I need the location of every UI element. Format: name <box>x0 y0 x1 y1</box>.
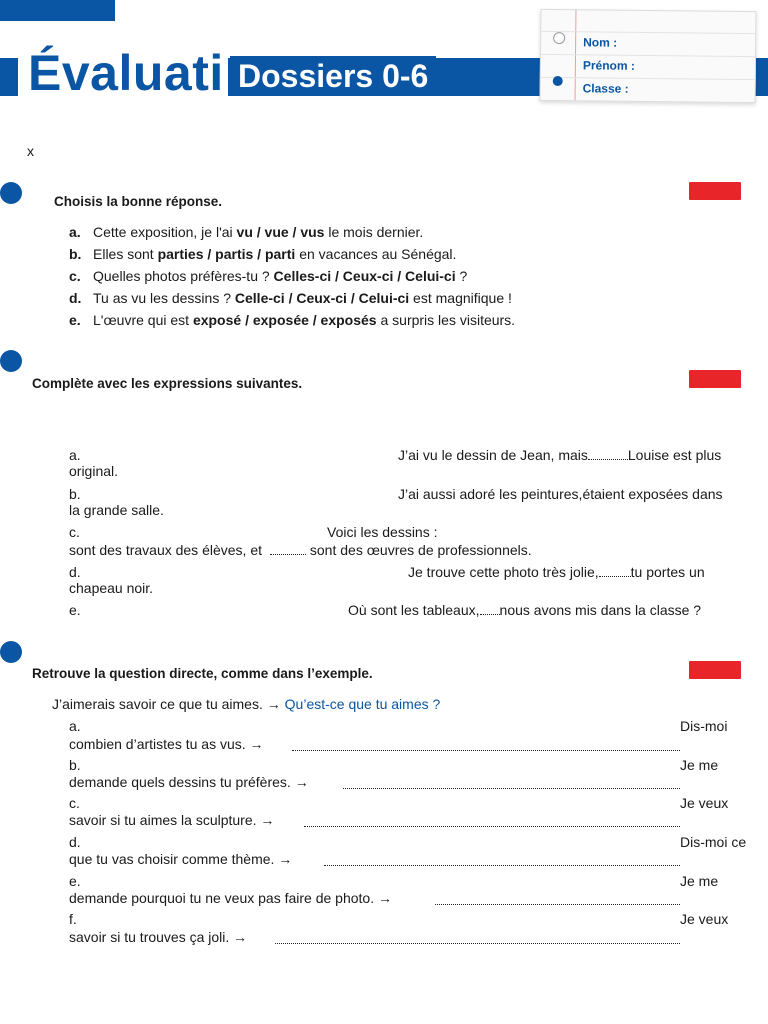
item-text: est magnifique ! <box>409 290 512 306</box>
exercise2-item-letter: d. <box>69 564 81 580</box>
item-text: tu portes un <box>630 564 705 580</box>
exercise3-example <box>52 696 440 712</box>
stray-mark: x <box>27 143 34 159</box>
fill-blank[interactable] <box>480 614 500 615</box>
exercise-bullet-icon <box>0 182 22 204</box>
exercise-bullet-icon <box>0 641 22 663</box>
exercise3-item-text: Dis-moi ce <box>680 834 747 850</box>
item-choices: vu / vue / vus <box>236 224 325 240</box>
item-text: nous avons mis dans la classe ? <box>499 602 702 618</box>
exercise3-item-text: que tu vas choisir comme thème. → <box>69 851 293 867</box>
fill-blank[interactable] <box>588 459 628 460</box>
top-accent-bar <box>0 0 115 21</box>
item-letter: e. <box>69 312 81 328</box>
name-label: Nom : <box>583 35 618 50</box>
exercise3-item-text: Je veux <box>680 911 729 927</box>
item-letter: a. <box>69 224 81 240</box>
exercise-bullet-icon <box>0 350 22 372</box>
answer-input[interactable] <box>343 774 680 789</box>
exercise3-item-text: Je me <box>680 873 719 889</box>
item-text: Je trouve cette photo très jolie, <box>408 564 599 580</box>
fill-blank[interactable] <box>599 576 631 577</box>
answer-input[interactable] <box>324 851 680 866</box>
hole-icon <box>553 32 565 44</box>
student-info-card <box>540 9 757 103</box>
exercise2-item-text <box>398 486 723 503</box>
score-box <box>689 182 741 200</box>
exercise2-item-text <box>348 602 701 619</box>
first-name-label: Prénom : <box>582 58 635 73</box>
exercise2-item-text: chapeau noir. <box>69 580 154 596</box>
exercise2-instruction: Complète avec les expressions suivantes. <box>32 376 303 391</box>
exercise2-item-letter: a. <box>69 447 81 463</box>
exercise3-item-text: Je me <box>680 757 719 773</box>
example-question: J’aimerais savoir ce que tu aimes. → <box>52 696 281 712</box>
item-letter: b. <box>69 246 82 262</box>
item-text: Louise est plus <box>627 447 722 463</box>
exercise3-instruction: Retrouve la question directe, comme dans l’exemple. <box>32 666 373 681</box>
exercise3-item-text: Dis-moi <box>680 718 728 734</box>
item-text: L'œuvre qui est <box>93 312 193 328</box>
item-letter: c. <box>69 268 81 284</box>
exercise3-item-letter: c. <box>69 795 80 811</box>
item-choices: Celle-ci / Ceux-ci / Celui-ci <box>234 290 410 306</box>
exercise1-instruction: Choisis la bonne réponse. <box>54 194 223 209</box>
card-rule <box>541 54 755 57</box>
item-text: ? <box>455 268 468 284</box>
exercise1-item <box>69 268 467 284</box>
item-text: J’ai aussi adoré les peintures, <box>398 486 583 502</box>
score-box <box>689 661 741 679</box>
class-label: Classe : <box>582 81 629 96</box>
item-text: Cette exposition, je l'ai <box>93 224 237 240</box>
exercise2-item-text <box>408 564 705 581</box>
item-text: le mois dernier. <box>324 224 424 240</box>
item-choices: parties / partis / parti <box>157 246 296 262</box>
exercise2-item-text: Voici les dessins : <box>327 524 438 540</box>
example-answer: Qu’est-ce que tu aimes ? <box>284 696 441 712</box>
exercise3-item-letter: d. <box>69 834 81 850</box>
exercise1-item <box>69 246 456 262</box>
exercise2-item-letter: e. <box>69 602 81 618</box>
exercise1-item <box>69 290 512 306</box>
card-rule <box>541 77 755 80</box>
exercise2-item-text <box>398 447 721 464</box>
answer-input[interactable] <box>435 890 680 905</box>
card-rule <box>541 31 755 34</box>
exercise3-item-text: Je veux <box>680 795 729 811</box>
item-text: étaient exposées dans <box>582 486 723 502</box>
item-text: a surpris les visiteurs. <box>376 312 516 328</box>
exercise1-item <box>69 312 515 328</box>
exercise3-item-text: demande pourquoi tu ne veux pas faire de photo. → <box>69 890 392 906</box>
exercise3-item-text: savoir si tu trouves ça joli. → <box>69 929 248 945</box>
exercise3-item-text: combien d’artistes tu as vus. → <box>69 736 264 752</box>
exercise3-item-letter: e. <box>69 873 81 889</box>
exercise3-item-text: savoir si tu aimes la sculpture. → <box>69 812 275 828</box>
answer-input[interactable] <box>292 736 680 751</box>
item-text: Elles sont <box>93 246 158 262</box>
item-text: Où sont les tableaux, <box>348 602 480 618</box>
item-text: Tu as vu les dessins ? <box>93 290 235 306</box>
item-text: J’ai vu le dessin de Jean, mais <box>398 447 588 463</box>
item-choices: Celles-ci / Ceux-ci / Celui-ci <box>273 268 456 284</box>
page-subtitle: Dossiers 0-6 <box>230 56 436 96</box>
item-text: sont des œuvres de professionnels. <box>309 542 532 558</box>
exercise1-item <box>69 224 423 240</box>
exercise2-item-text: la grande salle. <box>69 502 164 518</box>
exercise3-item-letter: f. <box>69 911 77 927</box>
exercise3-item-letter: a. <box>69 718 81 734</box>
item-choices: exposé / exposée / exposés <box>192 312 377 328</box>
fill-blank[interactable] <box>270 554 306 555</box>
exercise2-item-letter: c. <box>69 524 80 540</box>
item-text: Quelles photos préfères-tu ? <box>93 268 274 284</box>
item-text: en vacances au Sénégal. <box>295 246 457 262</box>
item-letter: d. <box>69 290 82 306</box>
item-text: sont des travaux des élèves, et <box>69 542 262 558</box>
exercise3-item-letter: b. <box>69 757 81 773</box>
hole-icon <box>553 76 563 86</box>
exercise2-item-text <box>69 542 532 559</box>
answer-input[interactable] <box>304 812 680 827</box>
score-box <box>689 370 741 388</box>
answer-input[interactable] <box>275 929 680 944</box>
exercise2-item-text: original. <box>69 463 119 479</box>
page-title: Évaluati <box>28 45 224 101</box>
exercise3-item-text: demande quels dessins tu préfères. → <box>69 774 309 790</box>
exercise2-item-letter: b. <box>69 486 81 502</box>
